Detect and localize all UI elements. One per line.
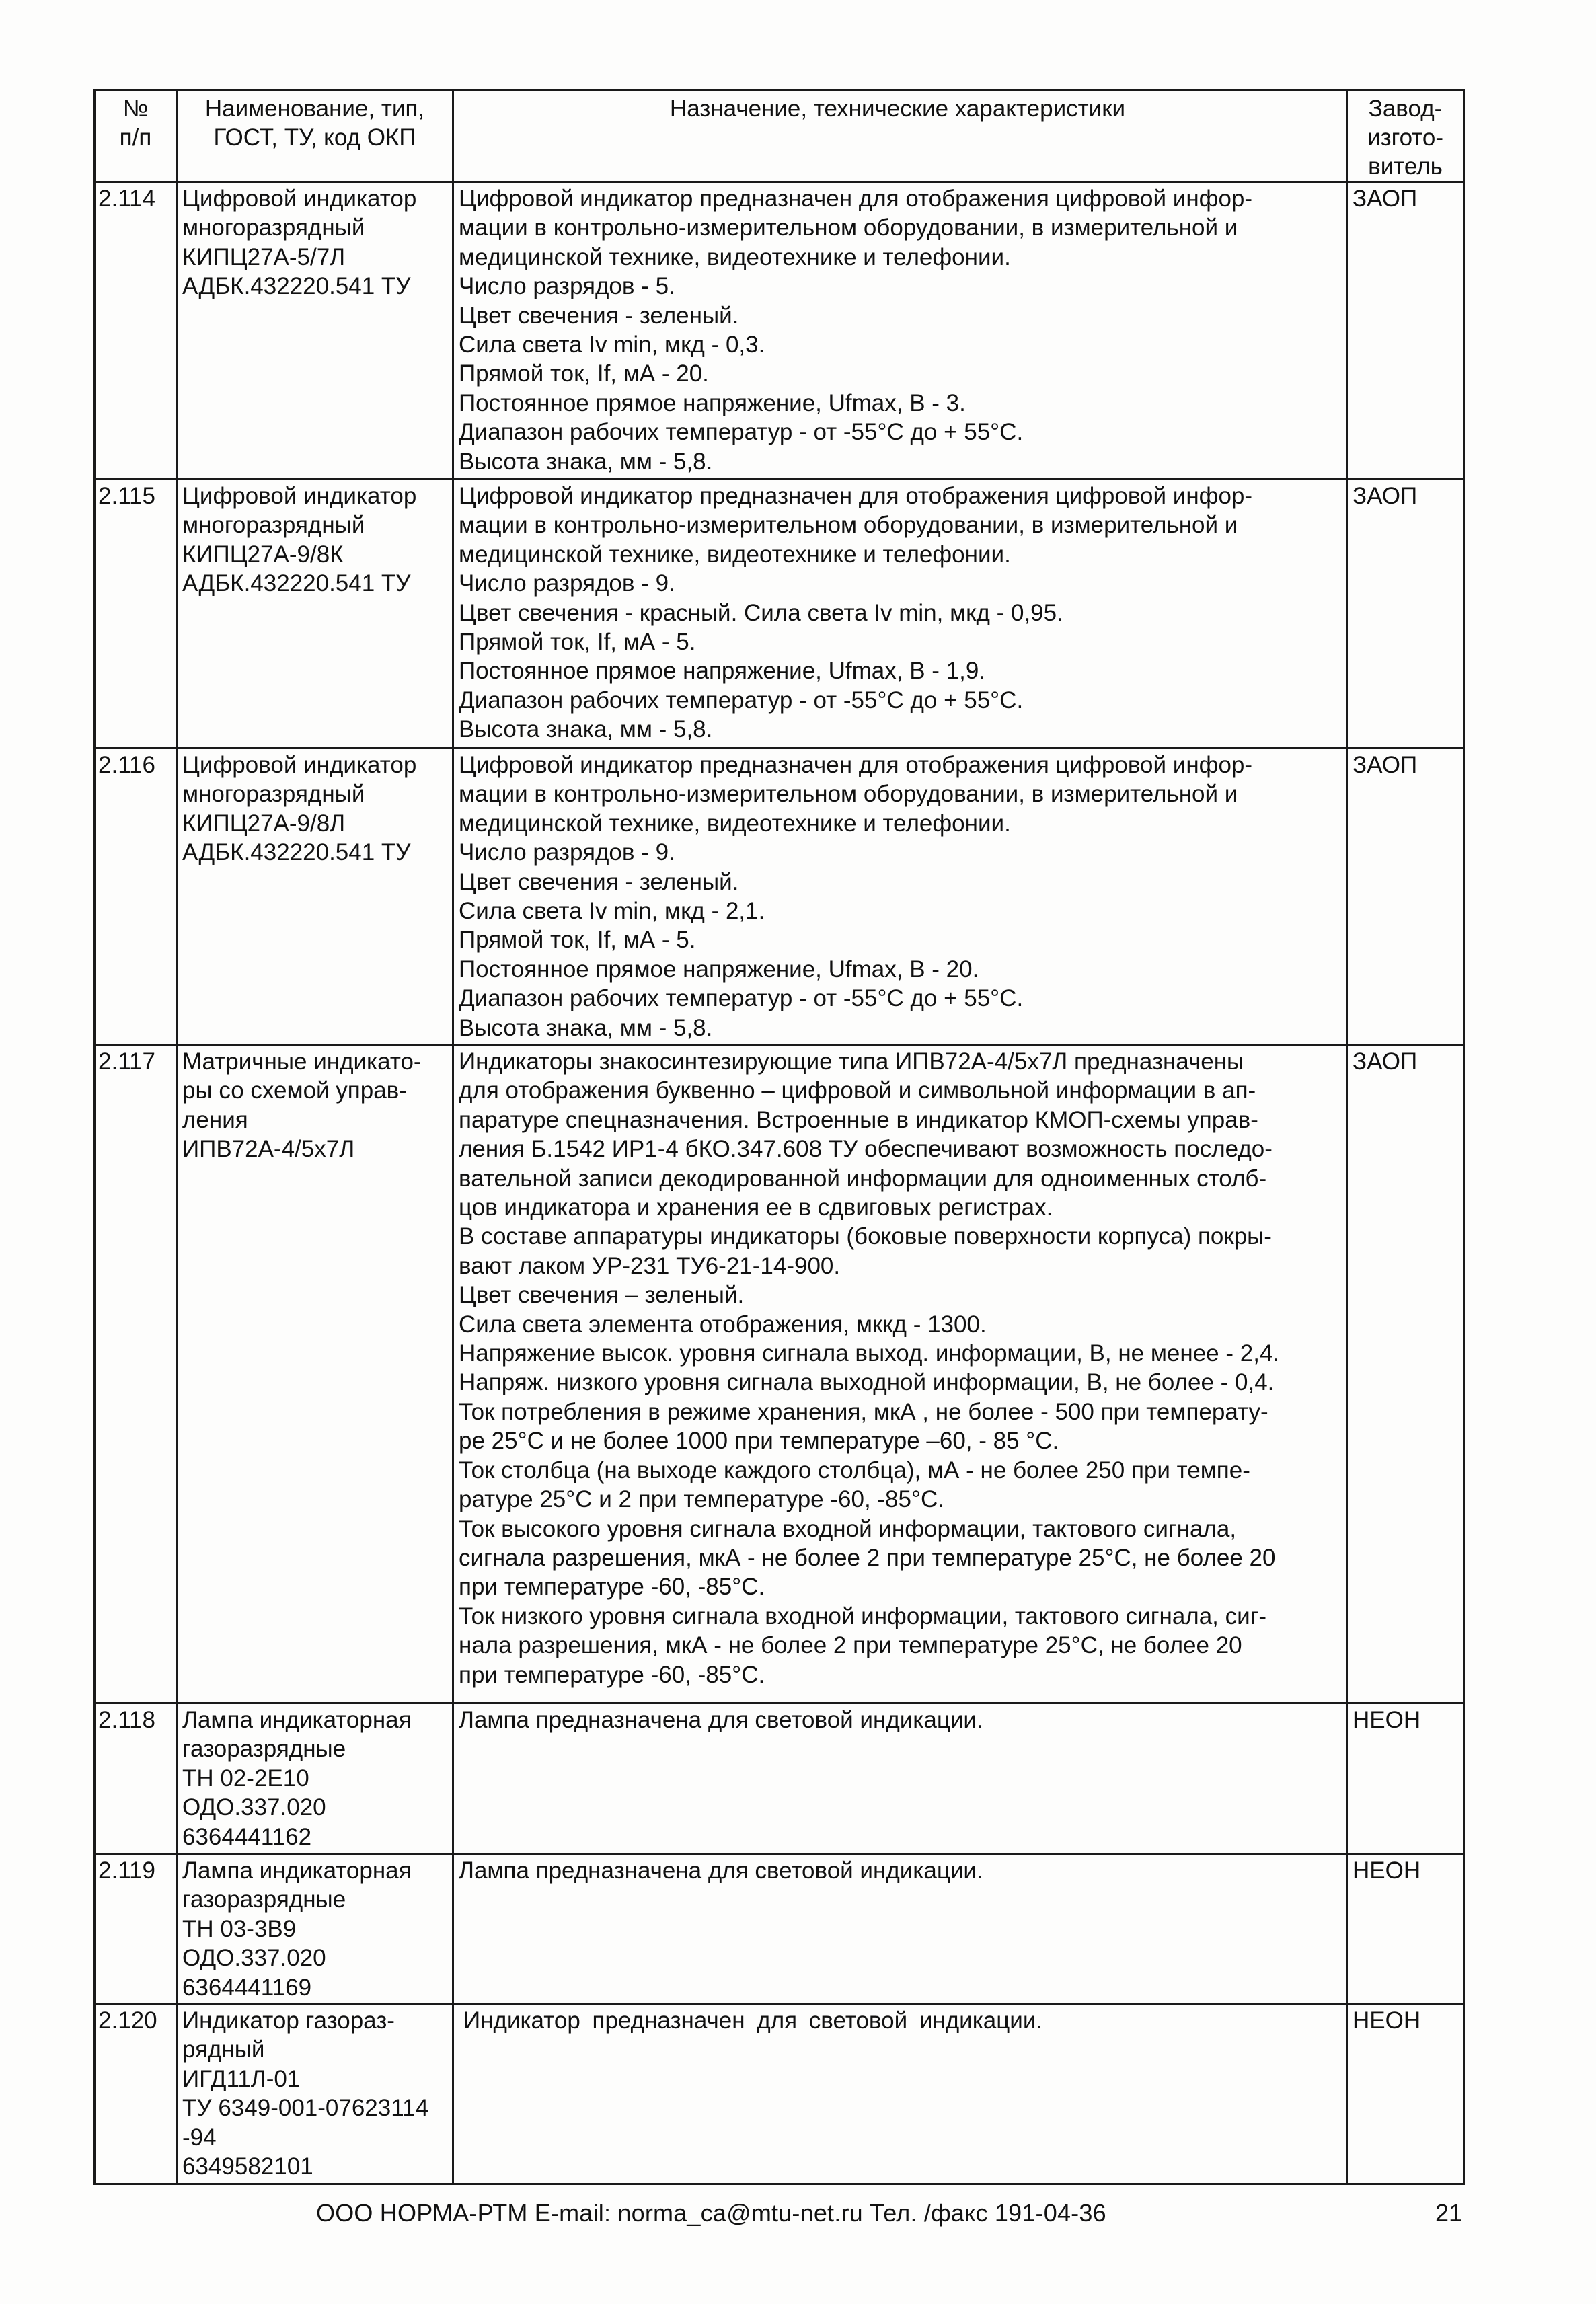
row-number: 2.120 bbox=[95, 2004, 177, 2184]
row-maker: НЕОН bbox=[1347, 1854, 1464, 2004]
row-number: 2.118 bbox=[95, 1703, 177, 1854]
table-row bbox=[95, 1703, 1464, 1854]
header-maker: Завод- изгото- витель bbox=[1347, 91, 1464, 182]
row-name: Лампа индикаторная газоразрядные ТН 02-2Е10 ОДО.337.020 6364441162 bbox=[177, 1703, 453, 1854]
row-description: Цифровой индикатор предназначен для отображения цифровой инфор- мации в контрольно-измерительном оборудовании, в измерительной и медицинской технике, видеотехнике и телефонии. Число разрядов - 5. Цвет свечения - зеленый. Сила света Iv min, мкд - 0,3. Прямой ток, If, мА - 20. Постоянное прямое напряжение, Ufmax, В - 3. Диапазон рабочих температур - от -55°С до + 55°С. Высота знака, мм - 5,8. bbox=[453, 182, 1347, 479]
page-number: 21 bbox=[1435, 2199, 1463, 2227]
table-row bbox=[95, 2004, 1464, 2184]
table-row bbox=[95, 182, 1464, 479]
row-number: 2.114 bbox=[95, 182, 177, 479]
row-description: Лампа предназначена для световой индикации. bbox=[453, 1854, 1347, 2004]
table-row bbox=[95, 479, 1464, 748]
row-name: Лампа индикаторная газоразрядные ТН 03-3В9 ОДО.337.020 6364441169 bbox=[177, 1854, 453, 2004]
row-name: Цифровой индикатор многоразрядный КИПЦ27А-9/8К АДБК.432220.541 ТУ bbox=[177, 479, 453, 748]
row-number: 2.117 bbox=[95, 1045, 177, 1703]
row-description: Индикаторы знакосинтезирующие типа ИПВ72А-4/5х7Л предназначены для отображения буквенно – цифровой и символьной информации в ап- паратуре спецназначения. Встроенные в индикатор КМОП-схемы управ- ления Б.1542 ИР1-4 бКО.347.608 ТУ обеспечивают возможность последо- вательной записи декодированной информации для одноименных столб- цов индикатора и хранения ее в сдвиговых регистрах. В составе аппаратуры индикаторы (боковые поверхности корпуса) покры- вают лаком УР-231 ТУ6-21-14-900. Цвет свечения – зеленый. Сила света элемента отображения, мккд - 1300. Напряжение высок. уровня сигнала выход. информации, В, не менее - 2,4. Напряж. низкого уровня сигнала выходной информации, В, не более - 0,4. Ток потребления в режиме хранения, мкА , не более - 500 при температу- ре 25°С и не более 1000 при температуре –60, - 85 °С. Ток столбца (на выходе каждого столбца), мА - не более 250 при темпе- ратуре 25°С и 2 при температуре -60, -85°С. Ток высокого уровня сигнала входной информации, тактового сигнала, сигнала разрешения, мкА - не более 2 при температуре 25°С, не более 20 при температуре -60, -85°С. Ток низкого уровня сигнала входной информации, тактового сигнала, сиг- нала разрешения, мкА - не более 2 при температуре 25°С, не более 20 при температуре -60, -85°С. bbox=[453, 1045, 1347, 1703]
header-purpose: Назначение, технические характеристики bbox=[453, 91, 1347, 182]
table-header-row bbox=[95, 91, 1464, 182]
row-maker: ЗАОП bbox=[1347, 182, 1464, 479]
row-description: Цифровой индикатор предназначен для отображения цифровой инфор- мации в контрольно-измерительном оборудовании, в измерительной и медицинской технике, видеотехнике и телефонии. Число разрядов - 9. Цвет свечения - зеленый. Сила света Iv min, мкд - 2,1. Прямой ток, If, мА - 5. Постоянное прямое напряжение, Ufmax, В - 20. Диапазон рабочих температур - от -55°С до + 55°С. Высота знака, мм - 5,8. bbox=[453, 748, 1347, 1045]
row-description: Индикатор предназначен для световой индикации. bbox=[453, 2004, 1347, 2184]
header-number: № п/п bbox=[95, 91, 177, 182]
page-footer bbox=[0, 2199, 1596, 2233]
row-name: Индикатор газораз- рядный ИГД11Л-01 ТУ 6349-001-07623114 -94 6349582101 bbox=[177, 2004, 453, 2184]
row-name: Цифровой индикатор многоразрядный КИПЦ27А-5/7Л АДБК.432220.541 ТУ bbox=[177, 182, 453, 479]
table-row bbox=[95, 1045, 1464, 1703]
row-maker: НЕОН bbox=[1347, 1703, 1464, 1854]
components-table bbox=[93, 89, 1465, 2185]
table-row bbox=[95, 1854, 1464, 2004]
row-maker: ЗАОП bbox=[1347, 1045, 1464, 1703]
row-description: Лампа предназначена для световой индикации. bbox=[453, 1703, 1347, 1854]
row-number: 2.115 bbox=[95, 479, 177, 748]
row-number: 2.119 bbox=[95, 1854, 177, 2004]
row-name: Цифровой индикатор многоразрядный КИПЦ27А-9/8Л АДБК.432220.541 ТУ bbox=[177, 748, 453, 1045]
row-maker: НЕОН bbox=[1347, 2004, 1464, 2184]
row-maker: ЗАОП bbox=[1347, 479, 1464, 748]
header-name: Наименование, тип, ГОСТ, ТУ, код ОКП bbox=[177, 91, 453, 182]
row-description: Цифровой индикатор предназначен для отображения цифровой инфор- мации в контрольно-измерительном оборудовании, в измерительной и медицинской технике, видеотехнике и телефонии. Число разрядов - 9. Цвет свечения - красный. Сила света Iv min, мкд - 0,95. Прямой ток, If, мА - 5. Постоянное прямое напряжение, Ufmax, В - 1,9. Диапазон рабочих температур - от -55°С до + 55°С. Высота знака, мм - 5,8. bbox=[453, 479, 1347, 748]
row-name: Матричные индикато- ры со схемой управ- ления ИПВ72А-4/5х7Л bbox=[177, 1045, 453, 1703]
row-number: 2.116 bbox=[95, 748, 177, 1045]
company-contacts: ООО НОРМА-РТМ E-mail: norma_ca@mtu-net.ru Тел. /факс 191-04-36 bbox=[316, 2199, 1106, 2227]
catalog-page bbox=[93, 89, 1463, 2185]
table-row bbox=[95, 748, 1464, 1045]
row-maker: ЗАОП bbox=[1347, 748, 1464, 1045]
